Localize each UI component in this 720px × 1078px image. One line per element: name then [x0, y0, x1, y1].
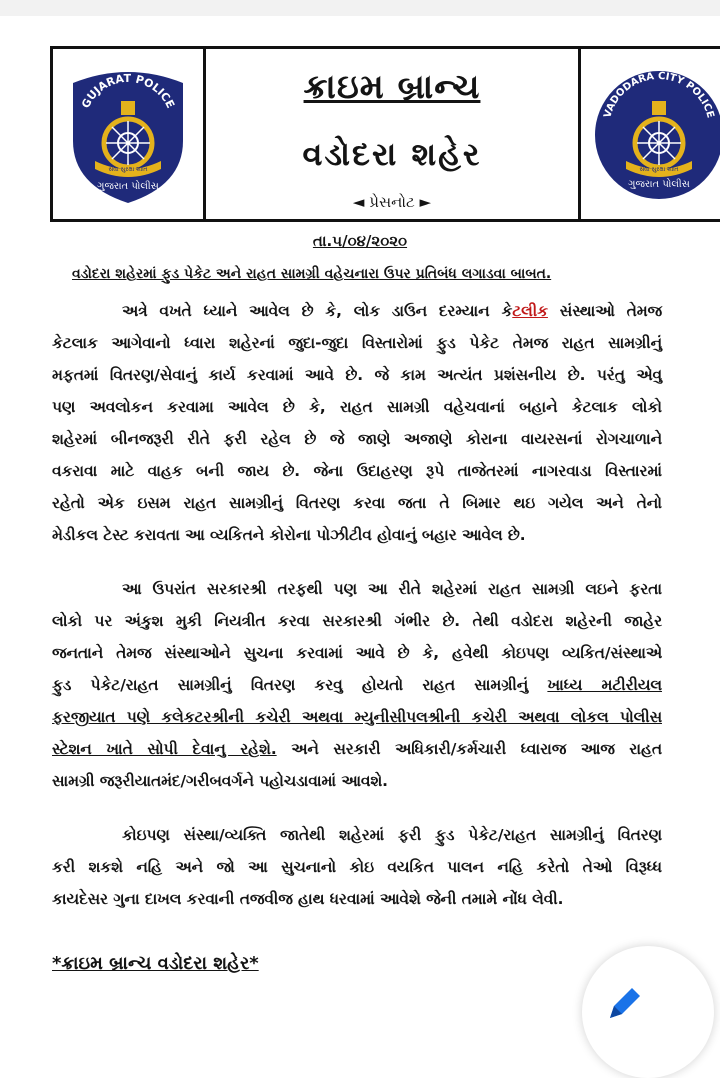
badge-top-text: VADODARA CITY POLICE [602, 70, 716, 120]
para1-line5: શહેરમાં બીનજરૂરી રીતે ફરી રહેલ છે જે જાણે અજાણે કોરાના વાયરસનાં રોગચાળાને [52, 430, 662, 448]
header-city: વડોદરા શહેર [302, 135, 482, 173]
signoff: *ક્રાઇમ બ્રાન્ચ વડોદરા શહેર* [52, 953, 259, 974]
gujarat-police-logo-cell [53, 49, 206, 219]
pencil-icon [604, 984, 644, 1024]
vadodara-police-logo-cell [581, 49, 720, 219]
para2-line5: ફરજીયાત પણે કલેકટરશ્રીની કચેરી અથવા મ્યુનીસીપલશ્રીની કચેરી અથવા લોકલ પોલીસ [52, 708, 662, 726]
badge-top-text: GUJARAT POLICE [78, 71, 178, 111]
para2-line7: સામગ્રી જરૂરીયાતમંદ/ગરીબવર્ગને પહોચડાવામાં આવશે. [52, 772, 388, 790]
para2-line6: સ્ટેશન ખાતે સોપી દેવાનુ રહેશે. અને સરકારી અધિકારી/કર્મચારી ધ્વારાજ આજ રાહત [52, 740, 662, 758]
gujarat-police-badge-icon [65, 63, 191, 205]
para1-line6: વકરાવા માટે વાહક બની જાય છે. જેના ઉદાહરણ રૂપે તાજેતરમાં નાગરવાડા વિસ્તારમાં [52, 462, 662, 480]
press-subject: વડોદરા શહેરમાં ફુડ પેકેટ અને રાહત સામગ્રી વહેચનારા ઉપર પ્રતિબંધ લગાડવા બાબત. [72, 266, 552, 282]
para1-line8: મેડીકલ ટેસ્ટ કરાવતા આ વ્યકિતને કોરોના પોઝીટીવ હોવાનું બહાર આવેલ છે. [52, 526, 526, 544]
badge-band-text: સેવા સુરક્ષા શાંતિ [108, 166, 148, 173]
para2-line2: લોકો પર અંકુશ મુકી નિયત્રીત કરવા સરકારશ્રી ગંભીર છે. તેથી વડોદરા શહેરની જાહેર [52, 612, 662, 630]
para2-line4: ફુડ પેકેટ/રાહત સામગ્રીનું વિતરણ કરવુ હોયતો રાહત સામગ્રીનું ખાધ્ય મટીરીયલ [52, 676, 662, 694]
header-title-cell [206, 49, 581, 219]
press-header-box [50, 46, 720, 222]
para2-line1: આ ઉપરાંત સરકારશ્રી તરફથી પણ આ રીતે શહેરમાં રાહત સામગ્રી લઇને ફરતા [122, 580, 662, 598]
para1-line7: રહેતો એક ઇસમ રાહત સામગ્રીનું વિતરણ કરવા જતા તે બિમાર થઇ ગયેલ અને તેનો [52, 494, 662, 512]
header-title: ક્રાઇમ બ્રાન્ચ [303, 67, 481, 107]
para1-line1: અત્રે વખતે ધ્યાને આવેલ છે કે, લોક ડાઉન દરમ્યાન કેટલીક સંસ્થાઓ તેમજ [122, 302, 662, 320]
para3-line3: કાયદેસર ગુના દાખલ કરવાની તજવીજ હાથ ધરવામાં આવેશે જેની તમામે નોંધ લેવી. [52, 890, 564, 908]
press-note-label: ◄ પ્રેસનોટ ► [352, 193, 432, 211]
para2-line3: જનતાને તેમજ સંસ્થાઓને સુચના કરવામાં આવે છે કે, હવેથી કોઇપણ વ્યકિત/સંસ્થાએ [52, 644, 662, 662]
press-date: તા.૫/૦૪/૨૦૨૦ [312, 232, 408, 250]
vadodara-police-badge-icon [593, 63, 720, 205]
badge-bottom-text: ગુજરાત પોલીસ [97, 181, 159, 192]
badge-bottom-text: ગુજરાત પોલીસ [628, 179, 690, 190]
edit-fab-button[interactable] [582, 946, 714, 1078]
highlighted-word: ટલીક [512, 302, 548, 320]
badge-band-text: સેવા સુરક્ષા શાંતિ [639, 166, 679, 173]
para1-line4: પણ અવલોકન કરવામા આવેલ છે કે, રાહત સામગ્રી વહેચવાનાં બહાને કેટલાક લોકો [52, 398, 662, 416]
para1-line2: કેટલાક આગેવાનો ધ્વારા શહેરનાં જુદા-જુદા વિસ્તારોમાં ફુડ પેકેટ તેમજ રાહત સામગ્રીનું [52, 334, 662, 352]
para3-line2: કરી શકશે નહિ અને જો આ સુચનાનો કોઇ વયકિત પાલન નહિ કરેતો તેઓ વિરૂધ્ધ [52, 858, 662, 876]
top-status-strip [0, 0, 720, 16]
para1-line3: મફતમાં વિતરણ/સેવાનું કાર્ય કરવામાં આવે છે. જે કામ અત્યંત પ્રશંસનીય છે. પરંતુ એવુ [52, 366, 662, 384]
para3-line1: કોઇપણ સંસ્થા/વ્યક્તિ જાતેથી શહેરમાં ફરી ફુડ પેકેટ/રાહત સામગ્રીનું વિતરણ [122, 826, 662, 844]
